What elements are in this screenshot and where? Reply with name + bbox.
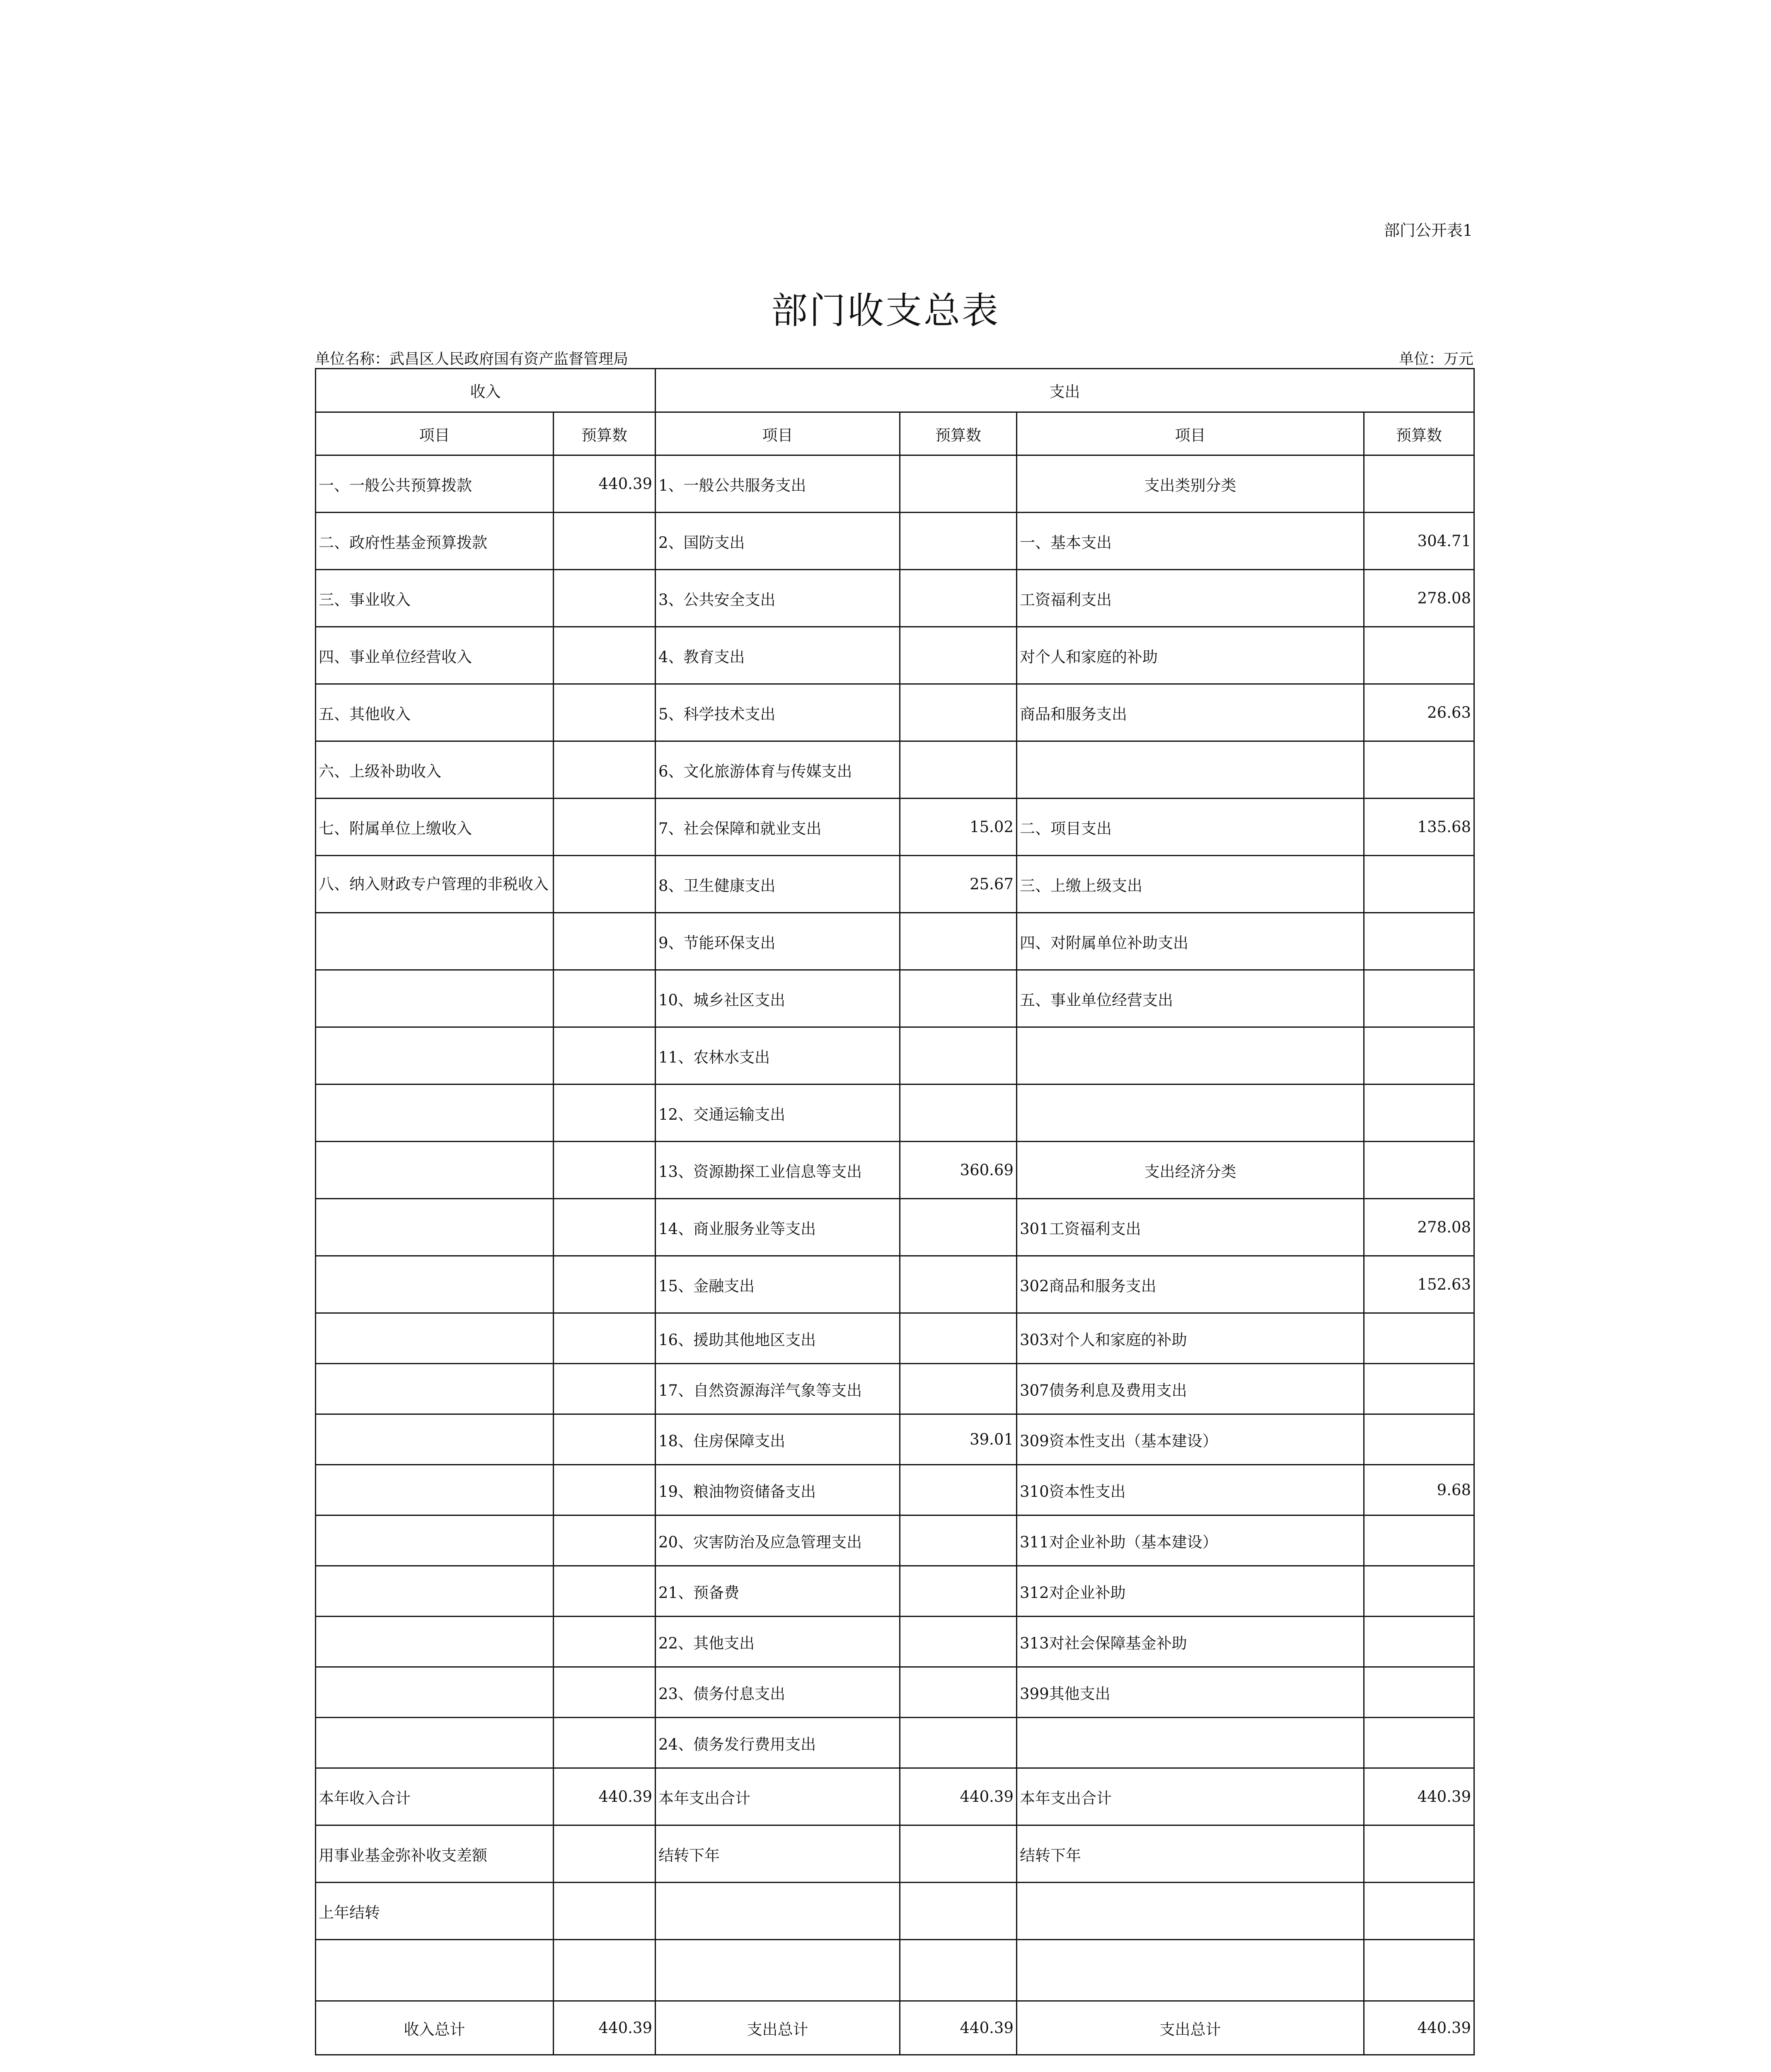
- func-budget-cell: [900, 741, 1017, 799]
- income-item-cell: [316, 1465, 554, 1515]
- func-budget-cell: [900, 1617, 1017, 1667]
- income-budget-cell: [554, 570, 656, 627]
- func-item-cell: 11、农林水支出: [656, 1027, 900, 1084]
- income-item-cell: 上年结转: [316, 1883, 554, 1940]
- table-row: [316, 1825, 1474, 1883]
- class-item-cell: 313对社会保障基金补助: [1017, 1617, 1364, 1667]
- func-item-cell: 16、援助其他地区支出: [656, 1313, 900, 1364]
- func-budget-cell: [900, 1515, 1017, 1566]
- func-item-cell: [656, 1883, 900, 1940]
- class-item-cell: [1017, 1084, 1364, 1142]
- func-budget-cell: [900, 1825, 1017, 1883]
- func-budget-cell: [900, 1256, 1017, 1313]
- income-item-cell: [316, 1199, 554, 1256]
- class-budget-cell: [1364, 1883, 1474, 1940]
- func-item-cell: 1、一般公共服务支出: [656, 455, 900, 513]
- func-item-cell: 5、科学技术支出: [656, 684, 900, 741]
- class-budget-cell: [1364, 1667, 1474, 1718]
- func-budget-cell: [900, 455, 1017, 513]
- class-budget-cell: [1364, 627, 1474, 684]
- income-budget-cell: [554, 1718, 656, 1768]
- income-budget-cell: [554, 1084, 656, 1142]
- class-item-cell: 二、项目支出: [1017, 799, 1364, 856]
- income-budget-cell: [554, 741, 656, 799]
- class-budget-cell: [1364, 1084, 1474, 1142]
- func-item-cell: 3、公共安全支出: [656, 570, 900, 627]
- class-budget-cell: [1364, 1617, 1474, 1667]
- table-row: [316, 1027, 1474, 1084]
- income-item-cell: 八、纳入财政专户管理的非税收入: [316, 856, 554, 913]
- func-item-cell: 14、商业服务业等支出: [656, 1199, 900, 1256]
- income-budget-cell: [554, 684, 656, 741]
- income-budget-cell: [554, 970, 656, 1027]
- income-item-cell: [316, 1566, 554, 1617]
- class-budget-cell: [1364, 913, 1474, 970]
- table-row: [316, 455, 1474, 513]
- class-budget-cell: 278.08: [1364, 570, 1474, 627]
- func-item-cell: 19、粮油物资储备支出: [656, 1465, 900, 1515]
- table-row: [316, 1566, 1474, 1617]
- table-row: [316, 627, 1474, 684]
- table-row: [316, 1667, 1474, 1718]
- func-item-cell: 2、国防支出: [656, 513, 900, 570]
- func-item-cell: 21、预备费: [656, 1566, 900, 1617]
- table-row: [316, 1142, 1474, 1199]
- income-item-cell: [316, 1364, 554, 1414]
- class-item-cell: [1017, 1027, 1364, 1084]
- class-item-cell: 支出经济分类: [1017, 1142, 1364, 1199]
- income-budget-cell: [554, 1883, 656, 1940]
- table-row: [316, 1414, 1474, 1465]
- income-budget-cell: [554, 1617, 656, 1667]
- class-item-cell: 一、基本支出: [1017, 513, 1364, 570]
- func-budget-cell: [900, 570, 1017, 627]
- class-budget-cell: 26.63: [1364, 684, 1474, 741]
- class-budget-cell: [1364, 455, 1474, 513]
- class-budget-cell: 9.68: [1364, 1465, 1474, 1515]
- income-item-cell: 七、附属单位上缴收入: [316, 799, 554, 856]
- class-item-cell: 309资本性支出（基本建设）: [1017, 1414, 1364, 1465]
- income-budget-cell: [554, 1566, 656, 1617]
- table-row: [316, 1718, 1474, 1768]
- income-item-cell: 收入总计: [316, 2001, 554, 2055]
- class-item-cell: 五、事业单位经营支出: [1017, 970, 1364, 1027]
- class-item-cell: [1017, 1883, 1364, 1940]
- func-item-cell: 结转下年: [656, 1825, 900, 1883]
- income-item-cell: [316, 1940, 554, 2001]
- table-row: [316, 913, 1474, 970]
- func-item-cell: 24、债务发行费用支出: [656, 1718, 900, 1768]
- class-budget-cell: 152.63: [1364, 1256, 1474, 1313]
- func-budget-cell: [900, 1313, 1017, 1364]
- table-row: [316, 1515, 1474, 1566]
- func-budget-cell: [900, 1940, 1017, 2001]
- class-item-cell: 301工资福利支出: [1017, 1199, 1364, 1256]
- income-budget-cell: [554, 1667, 656, 1718]
- class-budget-cell: [1364, 741, 1474, 799]
- table-row: [316, 1940, 1474, 2001]
- income-item-cell: 三、事业收入: [316, 570, 554, 627]
- income-item-cell: 五、其他收入: [316, 684, 554, 741]
- class-budget-cell: 304.71: [1364, 513, 1474, 570]
- income-item-cell: [316, 1414, 554, 1465]
- class-budget-cell: [1364, 1515, 1474, 1566]
- class-item-cell: 310资本性支出: [1017, 1465, 1364, 1515]
- func-budget-cell: [900, 1465, 1017, 1515]
- func-budget-cell: [900, 1718, 1017, 1768]
- income-budget-cell: [554, 1465, 656, 1515]
- class-item-cell: [1017, 1940, 1364, 2001]
- func-item-cell: 4、教育支出: [656, 627, 900, 684]
- func-item-cell: 22、其他支出: [656, 1617, 900, 1667]
- class-budget-cell: [1364, 1027, 1474, 1084]
- income-budget-cell: [554, 1940, 656, 2001]
- income-budget-cell: [554, 1515, 656, 1566]
- table-row: [316, 856, 1474, 913]
- table-row: [316, 799, 1474, 856]
- income-budget-cell: [554, 1256, 656, 1313]
- class-item-cell: 399其他支出: [1017, 1667, 1364, 1718]
- func-item-cell: 10、城乡社区支出: [656, 970, 900, 1027]
- table-code: 部门公开表1: [1384, 221, 1473, 240]
- table-row: [316, 513, 1474, 570]
- func-item-cell: 8、卫生健康支出: [656, 856, 900, 913]
- class-item-cell: 支出类别分类: [1017, 455, 1364, 513]
- income-budget-cell: [554, 513, 656, 570]
- income-header: 收入: [316, 369, 656, 412]
- income-budget-cell: [554, 1027, 656, 1084]
- class-item-cell: [1017, 741, 1364, 799]
- table-row: [316, 684, 1474, 741]
- class-budget-cell: [1364, 1718, 1474, 1768]
- income-item-cell: [316, 1142, 554, 1199]
- class-budget-cell: 135.68: [1364, 799, 1474, 856]
- func-item-cell: 13、资源勘探工业信息等支出: [656, 1142, 900, 1199]
- income-item-cell: [316, 1027, 554, 1084]
- class-budget-cell: [1364, 1414, 1474, 1465]
- class-item-cell: 四、对附属单位补助支出: [1017, 913, 1364, 970]
- income-item-cell: 一、一般公共预算拨款: [316, 455, 554, 513]
- func-item-cell: 9、节能环保支出: [656, 913, 900, 970]
- class-budget-header: 预算数: [1364, 412, 1474, 455]
- class-budget-cell: [1364, 1142, 1474, 1199]
- income-budget-cell: [554, 1313, 656, 1364]
- income-item-cell: [316, 970, 554, 1027]
- table-row: [316, 1617, 1474, 1667]
- income-item-cell: [316, 1084, 554, 1142]
- income-item-cell: 本年收入合计: [316, 1768, 554, 1825]
- class-item-cell: 311对企业补助（基本建设）: [1017, 1515, 1364, 1566]
- func-item-cell: 12、交通运输支出: [656, 1084, 900, 1142]
- table-row: [316, 741, 1474, 799]
- column-header-row: [316, 412, 1474, 455]
- table-row: [316, 2001, 1474, 2055]
- income-item-cell: 六、上级补助收入: [316, 741, 554, 799]
- func-budget-cell: [900, 1084, 1017, 1142]
- func-item-cell: 23、债务付息支出: [656, 1667, 900, 1718]
- func-item-cell: 支出总计: [656, 2001, 900, 2055]
- func-budget-cell: [900, 1364, 1017, 1414]
- table-row: [316, 1465, 1474, 1515]
- class-budget-cell: [1364, 1940, 1474, 2001]
- class-item-cell: 303对个人和家庭的补助: [1017, 1313, 1364, 1364]
- func-item-cell: 7、社会保障和就业支出: [656, 799, 900, 856]
- func-budget-cell: [900, 1883, 1017, 1940]
- currency-unit: 单位：万元: [1398, 351, 1473, 368]
- income-budget-cell: 440.39: [554, 455, 656, 513]
- class-budget-cell: [1364, 1825, 1474, 1883]
- table-row: [316, 1883, 1474, 1940]
- func-budget-cell: [900, 970, 1017, 1027]
- income-item-cell: [316, 913, 554, 970]
- class-budget-cell: 440.39: [1364, 2001, 1474, 2055]
- table-row: [316, 1313, 1474, 1364]
- class-item-cell: 本年支出合计: [1017, 1768, 1364, 1825]
- budget-summary-table: [315, 368, 1475, 2055]
- func-budget-cell: [900, 1566, 1017, 1617]
- table-row: [316, 970, 1474, 1027]
- class-budget-cell: [1364, 1364, 1474, 1414]
- class-item-cell: 307债务利息及费用支出: [1017, 1364, 1364, 1414]
- func-item-cell: 15、金融支出: [656, 1256, 900, 1313]
- class-item-cell: 结转下年: [1017, 1825, 1364, 1883]
- func-budget-cell: 25.67: [900, 856, 1017, 913]
- class-item-cell: 工资福利支出: [1017, 570, 1364, 627]
- income-budget-cell: [554, 1414, 656, 1465]
- func-budget-cell: 360.69: [900, 1142, 1017, 1199]
- class-item-cell: 312对企业补助: [1017, 1566, 1364, 1617]
- class-item-cell: 商品和服务支出: [1017, 684, 1364, 741]
- page-title: 部门收支总表: [771, 289, 1000, 332]
- income-item-cell: [316, 1667, 554, 1718]
- class-item-header: 项目: [1017, 412, 1364, 455]
- income-item-header: 项目: [316, 412, 554, 455]
- class-item-cell: [1017, 1718, 1364, 1768]
- income-budget-cell: [554, 627, 656, 684]
- income-budget-cell: 440.39: [554, 1768, 656, 1825]
- func-budget-header: 预算数: [900, 412, 1017, 455]
- func-budget-cell: [900, 627, 1017, 684]
- func-item-cell: 20、灾害防治及应急管理支出: [656, 1515, 900, 1566]
- class-item-cell: 302商品和服务支出: [1017, 1256, 1364, 1313]
- func-budget-cell: [900, 684, 1017, 741]
- income-budget-cell: [554, 913, 656, 970]
- func-budget-cell: [900, 1027, 1017, 1084]
- income-budget-header: 预算数: [554, 412, 656, 455]
- func-item-cell: 6、文化旅游体育与传媒支出: [656, 741, 900, 799]
- income-item-cell: 用事业基金弥补收支差额: [316, 1825, 554, 1883]
- func-item-cell: 本年支出合计: [656, 1768, 900, 1825]
- func-item-cell: 18、住房保障支出: [656, 1414, 900, 1465]
- table-row: [316, 1084, 1474, 1142]
- income-budget-cell: [554, 1199, 656, 1256]
- func-item-cell: [656, 1940, 900, 2001]
- table-row: [316, 1768, 1474, 1825]
- func-budget-cell: [900, 1667, 1017, 1718]
- func-budget-cell: 440.39: [900, 1768, 1017, 1825]
- func-budget-cell: 39.01: [900, 1414, 1017, 1465]
- table-meta: [315, 347, 1473, 368]
- class-budget-cell: [1364, 1566, 1474, 1617]
- func-item-header: 项目: [656, 412, 900, 455]
- income-budget-cell: [554, 1825, 656, 1883]
- expense-header: 支出: [656, 369, 1474, 412]
- table-row: [316, 1256, 1474, 1313]
- income-budget-cell: 440.39: [554, 2001, 656, 2055]
- income-item-cell: [316, 1515, 554, 1566]
- income-item-cell: [316, 1256, 554, 1313]
- func-item-cell: 17、自然资源海洋气象等支出: [656, 1364, 900, 1414]
- table-row: [316, 1364, 1474, 1414]
- func-budget-cell: [900, 513, 1017, 570]
- class-item-cell: 支出总计: [1017, 2001, 1364, 2055]
- func-budget-cell: [900, 1199, 1017, 1256]
- class-budget-cell: [1364, 970, 1474, 1027]
- income-budget-cell: [554, 1364, 656, 1414]
- income-item-cell: [316, 1718, 554, 1768]
- unit-name: 单位名称：武昌区人民政府国有资产监督管理局: [315, 351, 629, 368]
- group-header-row: [316, 369, 1474, 412]
- income-item-cell: 四、事业单位经营收入: [316, 627, 554, 684]
- class-budget-cell: 278.08: [1364, 1199, 1474, 1256]
- table-row: [316, 570, 1474, 627]
- class-budget-cell: 440.39: [1364, 1768, 1474, 1825]
- class-item-cell: 对个人和家庭的补助: [1017, 627, 1364, 684]
- class-item-cell: 三、上缴上级支出: [1017, 856, 1364, 913]
- income-item-cell: [316, 1617, 554, 1667]
- func-budget-cell: 440.39: [900, 2001, 1017, 2055]
- income-budget-cell: [554, 856, 656, 913]
- income-item-cell: 二、政府性基金预算拨款: [316, 513, 554, 570]
- income-budget-cell: [554, 799, 656, 856]
- func-budget-cell: [900, 913, 1017, 970]
- income-item-cell: [316, 1313, 554, 1364]
- table-row: [316, 1199, 1474, 1256]
- class-budget-cell: [1364, 856, 1474, 913]
- income-budget-cell: [554, 1142, 656, 1199]
- class-budget-cell: [1364, 1313, 1474, 1364]
- func-budget-cell: 15.02: [900, 799, 1017, 856]
